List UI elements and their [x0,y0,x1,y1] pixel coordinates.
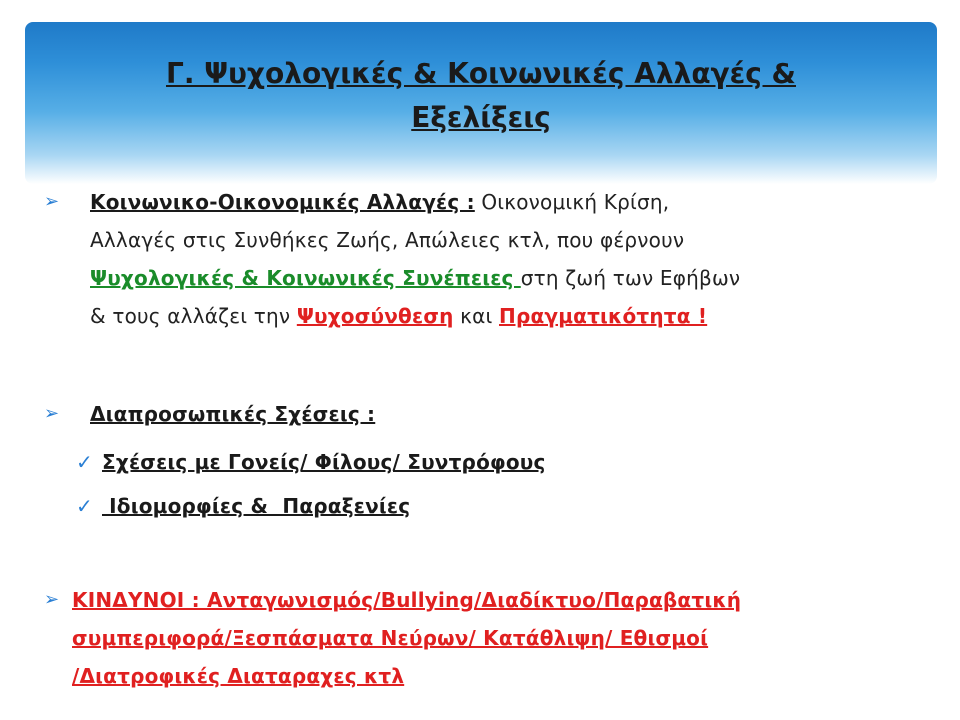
checkmark-icon: ✓ [76,494,93,518]
bullet-3-line-3: /Διατροφικές Διαταραχες κτλ [72,664,405,688]
bullet-1-line-1 [90,184,669,220]
bullet-1-heading: Κοινωνικο-Οικονομικές Αλλαγές : [90,190,475,214]
bullet-2-sub-2-text: Ιδιομορφίες & Παραξενίες [102,494,411,518]
bullet-2-heading-text: Διαπροσωπικές Σχέσεις : [90,402,376,426]
bullet-1-line-2: Αλλαγές στις Συνθήκες Ζωής, Απώλειες κτλ, που φέρνουν [90,228,685,252]
arrow-triangle-icon: ➢ [44,191,60,212]
bullet-1-line-4-start: & τους αλλάζει την [90,304,297,328]
arrow-triangle-icon: ➢ [44,589,60,610]
bullet-1-line-4 [90,298,707,334]
bullet-2-sub-1-text: Σχέσεις με Γονείς/ Φίλους/ Συντρόφους [102,450,546,474]
bullet-3-line-2: συμπεριφορά/Ξεσπάσματα Νεύρων/ Κατάθλιψη/ Εθισμοί [72,626,709,650]
bullet-1-line-4-mid: και [453,304,499,328]
arrow-triangle-icon: ➢ [44,403,60,424]
bullet-3-line-1: ΚΙΝΔΥΝΟΙ : Ανταγωνισμός/Bullying/Διαδίκτυο/Παραβατική [72,588,742,612]
checkmark-icon: ✓ [76,450,93,474]
bullet-1-green-phrase: Ψυχολογικές & Κοινωνικές Συνέπειες [90,266,521,290]
bullet-1-text: Οικονομική Κρίση, [474,190,670,214]
bullet-2-heading [90,396,375,432]
bullet-1-line-3-text: στη ζωή των Εφήβων [520,266,741,290]
title-line-2: Εξελίξεις [411,101,551,134]
bullet-1-red-phrase-1: Ψυχοσύνθεση [296,304,454,328]
bullet-1-red-phrase-2: Πραγματικότητα ! [499,304,708,328]
bullet-2-sub-2 [102,488,410,524]
bullet-2-sub-1 [102,444,546,480]
bullet-1-line-3 [90,260,740,296]
title-line-1: Γ. Ψυχολογικές & Κοινωνικές Αλλαγές & [166,57,796,90]
